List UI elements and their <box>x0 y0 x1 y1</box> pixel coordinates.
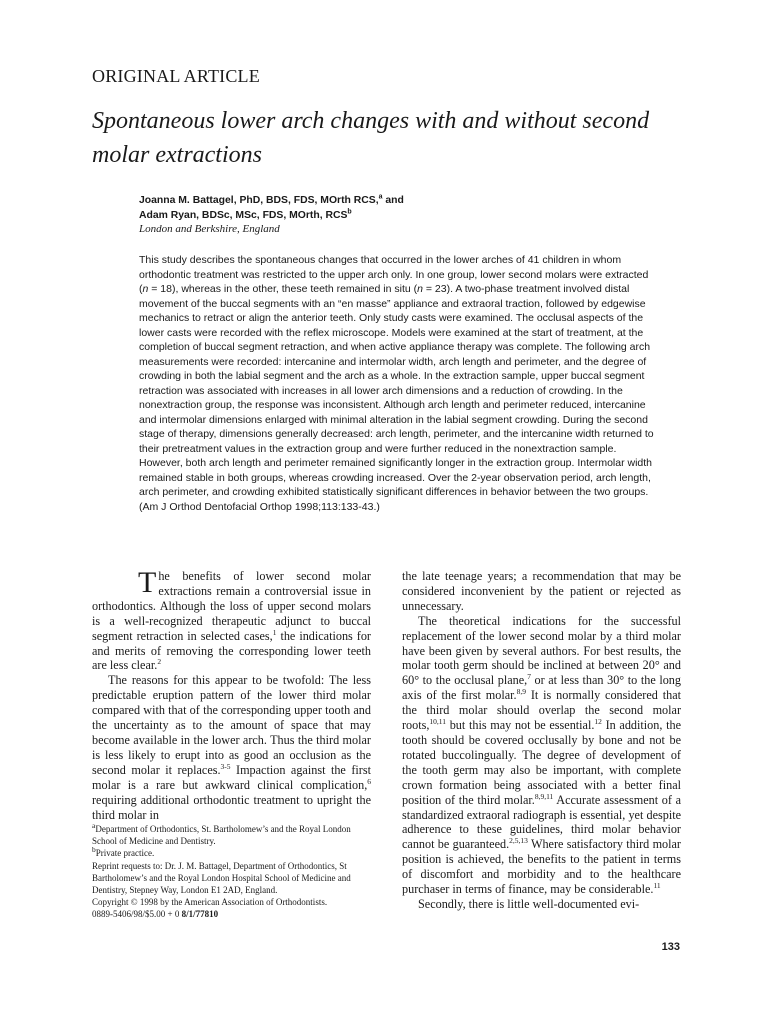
footnote-a <box>92 823 374 847</box>
body-text: The theoretical indications for the successful replacement of the lower second molar by a third molar have been given by several authors. For best results, the molar tooth germ should be inclined at between 20° and 60° to the occlusal plane, <box>402 613 681 688</box>
author-location: London and Berkshire, England <box>139 223 280 235</box>
body-text: It is normally considered that the third molar should overlap the second molar roots, <box>402 688 681 733</box>
copyright-line: Copyright © 1998 by the American Association of Orthodontists. <box>92 897 328 908</box>
author-2-name: Adam Ryan, BDSc, MSc, FDS, MOrth, RCS <box>139 210 348 221</box>
citation-ref: 2,5,13 <box>509 836 528 846</box>
body-text: The reasons for this appear to be twofold: The less predictable eruption pattern of the lower third molar compared with that of the corresponding upper tooth and the uncertainty as to the amount of space that may become available in the lower arch. Thus the third molar is less likely to erupt into as good an occlusion as the second molar it replaces. <box>92 673 371 777</box>
body-paragraph: Secondly, there is little well-documented evi- <box>418 896 640 911</box>
reprint-requests: Reprint requests to: Dr. J. M. Battagel, Department of Orthodontics, St Bartholomew’s and the Royal London Hospital School of Medicine and Dentistry, Stepney Way, London E1 2AD, England. <box>92 860 351 896</box>
page-number: 133 <box>661 941 680 953</box>
article-id: 8/1/77810 <box>181 909 219 920</box>
author-line-2 <box>139 208 659 223</box>
abstract <box>139 253 657 514</box>
abstract-n-var-1: n <box>142 283 149 295</box>
body-text: the indications for and merits of removing the corresponding lower teeth are less clear. <box>92 628 371 673</box>
citation-ref: 1 <box>272 627 277 637</box>
author-block <box>139 193 659 223</box>
article-title: Spontaneous lower arch changes with and without second molar extractions <box>92 108 650 168</box>
citation-ref: 10,11 <box>429 717 447 726</box>
body-column-left <box>92 566 371 822</box>
author-2-affil-mark: b <box>347 208 352 216</box>
body-paragraph <box>402 614 681 897</box>
citation-ref: 8,9,11 <box>534 791 554 801</box>
abstract-n-var-2: n <box>417 283 423 295</box>
abstract-text-3: = 23). A two-phase treatment involved distal movement of the buccal segments with an “en masse” appliance and extraoral traction, followed by edgewise mechanics to retract or align the anterior teeth. Only study casts were examined. The occlusal aspects of the lower casts were recorded with the reflex microscope. Models were examined at the start of treatment, at the completion of buccal segment retraction, and when active appliance therapy was complete. The following arch measurements were recorded: intercanine and intermolar width, arch length and perimeter, and the degree of crowding in both the labial segment and the arch as a whole. In the extraction sample, upper buccal segment retraction was associated with increases in all lower arch dimensions and a reduction of crowding. In the nonextraction group, the response was inconsistent. Although arch length and perimeter reduced, intercanine and intermolar dimensions enlarged with minimal alteration in the labial segment crowding. During the second stage of therapy, dimensions generally decreased: arch length, perimeter, and the intercanine width returned to their pretreatment values in the extraction group and were further reduced in the nonextraction sample. However, both arch length and perimeter remained significantly longer in the extraction group. Intermolar width remained stable in both groups, whereas crowding increased. Over the 2-year observation period, arch length, arch perimeter, and crowding exhibited statistically significant differences in behavior between the two groups. (Am J Orthod Dentofacial Orthop 1998;113:133-43.) <box>139 283 654 513</box>
section-label: ORIGINAL ARTICLE <box>92 66 260 86</box>
body-paragraph <box>92 673 371 822</box>
body-paragraph: the late teenage years; a recommendation that may be considered inconvenient by the patient or rejected as unnecessary. <box>402 569 681 613</box>
citation-ref: 8,9 <box>516 687 526 697</box>
author-and: and <box>382 195 404 206</box>
body-text: Impaction against the first molar is a rare but awkward clinical complication, <box>92 762 371 792</box>
body-text: but this may not be essential. <box>446 718 595 733</box>
footnote-mark: a <box>92 821 96 830</box>
citation-ref: 3-5 <box>220 761 231 771</box>
citation-ref: 7 <box>527 672 531 682</box>
body-text: requiring additional orthodontic treatment to upright the third molar in <box>92 792 371 822</box>
abstract-text-1: This study describes the spontaneous changes that occurred in the lower arches of 41 children in whom orthodontic treatment was restricted to the upper arch only. In one group, lower second molars were extracted ( <box>139 254 649 295</box>
author-line-1 <box>139 193 659 208</box>
footnotes <box>92 823 374 921</box>
body-text: he benefits of lower second molar extractions remain a controversial issue in orthodontics. Although the loss of upper second molars is a well-recognized therapeutic adjunct to buccal segment retraction in selected cases, <box>92 569 371 643</box>
citation-ref: 11 <box>653 880 661 890</box>
body-text: Accurate assessment of a standardized extraoral radiograph is essential, yet despite adherence to these guidelines, third molar behavior cannot be guaranteed. <box>402 792 681 852</box>
footnote-b <box>92 847 374 859</box>
body-text: or at less than 30° to the long axis of the first molar. <box>402 673 681 703</box>
abstract-text-2: = 18), whereas in the other, these teeth remained in situ ( <box>148 283 418 295</box>
citation-ref: 6 <box>367 776 371 786</box>
footnote-text: Department of Orthodontics, St. Bartholomew’s and the Royal London School of Medicine and Dentistry. <box>92 824 351 847</box>
author-1-affil-mark: a <box>378 193 383 201</box>
footnote-text: Private practice. <box>95 848 155 859</box>
body-text: Where satisfactory third molar position is achieved, the benefits to the patient in terms of discomfort and morbidity and to the healthcare purchaser in terms of finance, may be considerable. <box>402 837 681 897</box>
body-paragraph <box>92 566 371 673</box>
drop-cap: T <box>138 566 157 599</box>
citation-ref: 2 <box>157 657 162 667</box>
body-column-right <box>402 569 681 912</box>
article-code <box>92 908 374 920</box>
author-1-name: Joanna M. Battagel, PhD, BDS, FDS, MOrth RCS, <box>139 195 379 206</box>
issn-code: 0889-5406/98/$5.00 + 0 <box>92 909 182 920</box>
footnote-mark: b <box>92 845 96 855</box>
body-text: In addition, the tooth should be covered occlusally by bone and not be rotated buccolingually. The degree of development of the tooth germ may also be important, with complete crown formation being associated with a better final position of the third molar. <box>402 718 681 807</box>
citation-ref: 12 <box>594 717 602 726</box>
